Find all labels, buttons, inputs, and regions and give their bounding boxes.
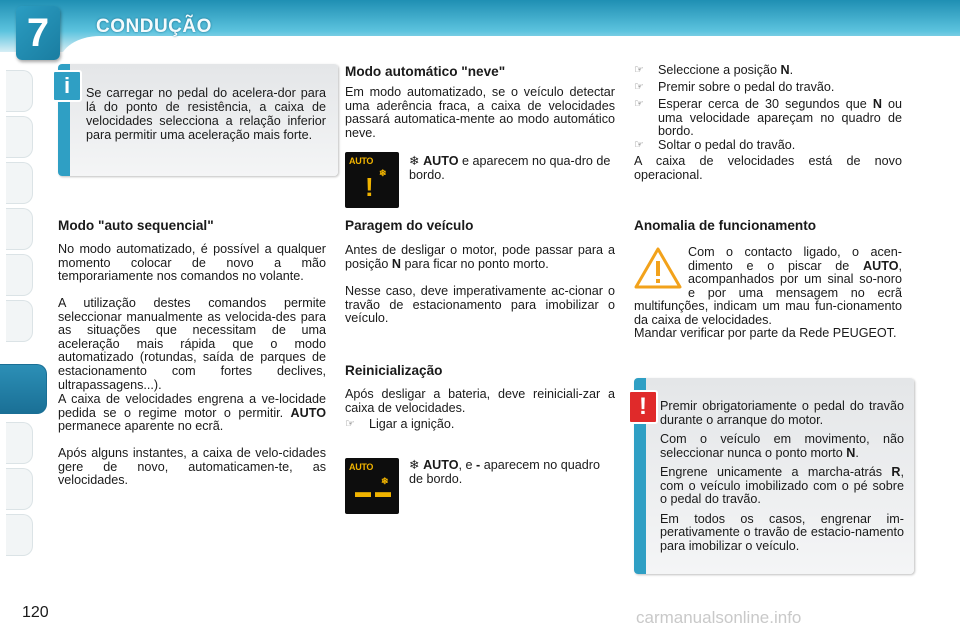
pointing-hand-icon: ☞ <box>634 64 644 76</box>
header-curve <box>60 36 960 62</box>
snowflake-icon: ❄ <box>409 458 424 472</box>
snow-mode-title: Modo automático "neve" <box>345 64 506 79</box>
dashboard-snow-indicator: AUTO ! ❄ <box>345 152 399 208</box>
info-icon: i <box>52 70 82 102</box>
warning-p4: Em todos os casos, engrenar im-perativamente o travão de estacio-namento para imobilizar o veículo. <box>660 511 904 553</box>
auto-sequential-title: Modo "auto sequencial" <box>58 218 214 233</box>
chapter-title: CONDUÇÃO <box>96 16 212 37</box>
parking-p2: Nesse caso, deve imperativamente ac-cionar o travão de estacionamento para imobilizar o veículo. <box>345 284 615 326</box>
chapter-tab[interactable] <box>6 514 33 556</box>
chapter-tab-active[interactable] <box>0 364 47 414</box>
reset-p1: Após desligar a bateria, deve reiniciali-zar a caixa de velocidades. <box>345 387 615 415</box>
malfunction-p1: Com o contacto ligado, o acen-dimento e o piscar de AUTO, acompanhados por um sinal so-noro e por uma mensagem no ecrã multifunções, indicam um mau fun-cionamento da caixa de velocidades. <box>634 245 902 327</box>
reset-step-1: ☞ Ligar a ignição. <box>345 417 455 431</box>
dashboard-reset-indicator: AUTO ▬▬ ❄ <box>345 458 399 514</box>
auto-sequential-p1: No modo automatizado, é possível a qualquer momento colocar de novo a mão temporariamente nos comandos no volante. <box>58 242 326 284</box>
procedure-conclusion: A caixa de velocidades está de novo operacional. <box>634 154 902 182</box>
snow-mode-p1: Em modo automatizado, se o veículo detectar uma aderência fraca, a caixa de velocidades passará automatica-mente ao modo automático neve. <box>345 85 615 140</box>
pointing-hand-icon: ☞ <box>345 418 355 430</box>
parking-p1: Antes de desligar o motor, pode passar para a posição N para ficar no ponto morto. <box>345 243 615 271</box>
auto-sequential-p4: Após alguns instantes, a caixa de velo-cidades gere de novo, automaticamen-te, as velocidades. <box>58 446 326 488</box>
snowflake-icon: ❄ <box>379 168 387 178</box>
chapter-tab[interactable] <box>6 254 33 296</box>
warning-p2: Com o veículo em movimento, não seleccionar nunca o ponto morto N. <box>660 432 904 460</box>
reset-title: Reinicialização <box>345 363 443 378</box>
procedure-step-4: ☞ Soltar o pedal do travão. <box>634 138 796 152</box>
warning-p3: Engrene unicamente a marcha-atrás R, com o veículo imobilizado com o pé sobre o pedal do travão. <box>660 465 904 506</box>
auto-sequential-p2: A utilização destes comandos permite seleccionar manualmente as velocida-des para as situações que necessitam de uma aceleração mais rápida que o modo automatizado (rotundas, saída de parques de estacionamento com fortes declives, ultrapassagens...). <box>58 296 326 392</box>
snowflake-icon: ❄ <box>409 154 424 168</box>
watermark: carmanualsonline.info <box>636 608 802 627</box>
pointing-hand-icon: ☞ <box>634 139 644 151</box>
chapter-tab[interactable] <box>6 116 33 158</box>
page-number: 120 <box>22 604 49 621</box>
procedure-step-3: ☞ Esperar cerca de 30 segundos que N ou uma velocidade apareçam no quadro de bordo. <box>634 97 902 139</box>
malfunction-title: Anomalia de funcionamento <box>634 218 817 233</box>
pointing-hand-icon: ☞ <box>634 98 644 110</box>
pointing-hand-icon: ☞ <box>634 81 644 93</box>
chapter-tabs <box>0 60 36 580</box>
chapter-number-badge: 7 <box>16 6 60 60</box>
parking-title: Paragem do veículo <box>345 218 474 233</box>
chapter-tab[interactable] <box>6 300 33 342</box>
chapter-tab[interactable] <box>6 208 33 250</box>
info-box <box>58 64 338 176</box>
reset-indicator-text: ❄ AUTO, e - aparecem no quadro de bordo. <box>409 458 600 486</box>
dash-display-icon: ▬▬ <box>355 484 395 501</box>
chapter-tab[interactable] <box>6 70 33 112</box>
warning-p1: Premir obrigatoriamente o pedal do travão durante o arranque do motor. <box>660 399 904 427</box>
chapter-tab[interactable] <box>6 468 33 510</box>
procedure-step-2: ☞ Premir sobre o pedal do travão. <box>634 80 835 94</box>
snowflake-icon: ❄ <box>381 476 389 486</box>
info-box-text: Se carregar no pedal do acelera-dor para lá do ponto de resistência, a caixa de velocidades selecciona a relação inferior para permitir uma aceleração mais forte. <box>86 86 326 142</box>
procedure-step-1: ☞ Seleccione a posição N. <box>634 63 794 77</box>
warning-box <box>634 378 914 574</box>
malfunction-p2: Mandar verificar por parte da Rede PEUGEOT. <box>634 326 897 340</box>
exclamation-icon: ! <box>628 390 658 424</box>
gear-display-icon: ! <box>365 172 374 202</box>
chapter-tab[interactable] <box>6 162 33 204</box>
auto-sequential-p3: A caixa de velocidades engrena a ve-locidade pedida se o regime motor o permitir. AUTO permanece aparente no ecrã. <box>58 392 326 434</box>
snow-indicator-text: ❄ AUTO e aparecem no qua-dro de bordo. <box>409 154 611 182</box>
chapter-tab[interactable] <box>6 422 33 464</box>
